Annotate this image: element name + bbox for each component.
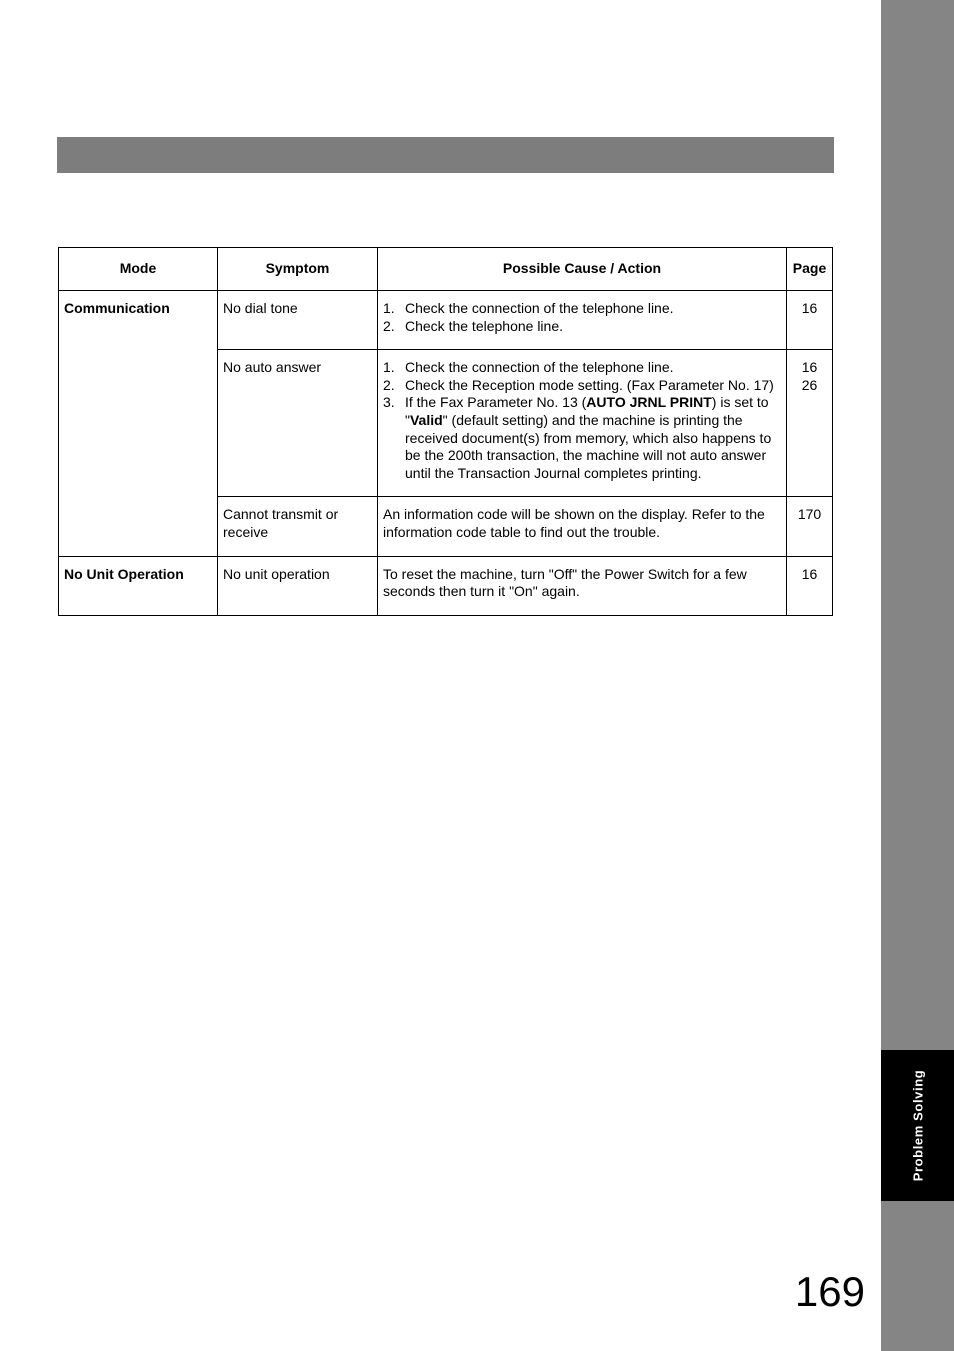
action-steps [383, 359, 781, 482]
column-header-page: Page [787, 248, 833, 291]
section-tab-label: Problem Solving [910, 1069, 926, 1182]
symptom-cell: No unit operation [218, 556, 378, 615]
mode-cell: Communication [59, 291, 218, 557]
section-tab [881, 1050, 954, 1201]
list-item: 1. Check the connection of the telephone line. [383, 359, 674, 376]
cause-cell [378, 350, 787, 497]
table-row [59, 556, 833, 615]
cause-cell [378, 291, 787, 350]
parameter-name: AUTO JRNL PRINT [586, 394, 712, 411]
page-cell: 170 [787, 497, 833, 556]
cause-cell: To reset the machine, turn "Off" the Power Switch for a few seconds then turn it "On" again. [378, 556, 787, 615]
page-cell: 16 [787, 556, 833, 615]
header-band [57, 137, 834, 173]
action-steps [383, 300, 781, 335]
table-header-row [59, 248, 833, 291]
symptom-cell: Cannot transmit or receive [218, 497, 378, 556]
list-item: 2. Check the telephone line. [383, 317, 563, 334]
table-row [59, 291, 833, 350]
page-cell: 16 26 [787, 350, 833, 497]
list-item: 3. If the Fax Parameter No. 13 (AUTO JRNL PRINT) is set to "Valid" (default setting) and the machine is printing the received document(s) from memory, which also happens to be the 200th transaction, the machine will not auto answer until the Transaction Journal completes printing. [383, 394, 772, 481]
page-number: 169 [794, 1268, 865, 1315]
mode-cell: No Unit Operation [59, 556, 218, 615]
cause-cell: An information code will be shown on the display. Refer to the information code table to find out the trouble. [378, 497, 787, 556]
list-item: 1. Check the connection of the telephone line. [383, 300, 674, 316]
symptom-cell: No auto answer [218, 350, 378, 497]
column-header-mode: Mode [59, 248, 218, 291]
column-header-symptom: Symptom [218, 248, 378, 291]
list-item: 2. Check the Reception mode setting. (Fax Parameter No. 17) [383, 376, 774, 393]
page-cell: 16 [787, 291, 833, 350]
troubleshooting-table [58, 247, 833, 616]
column-header-cause: Possible Cause / Action [378, 248, 787, 291]
symptom-cell: No dial tone [218, 291, 378, 350]
parameter-value: Valid [409, 411, 443, 428]
